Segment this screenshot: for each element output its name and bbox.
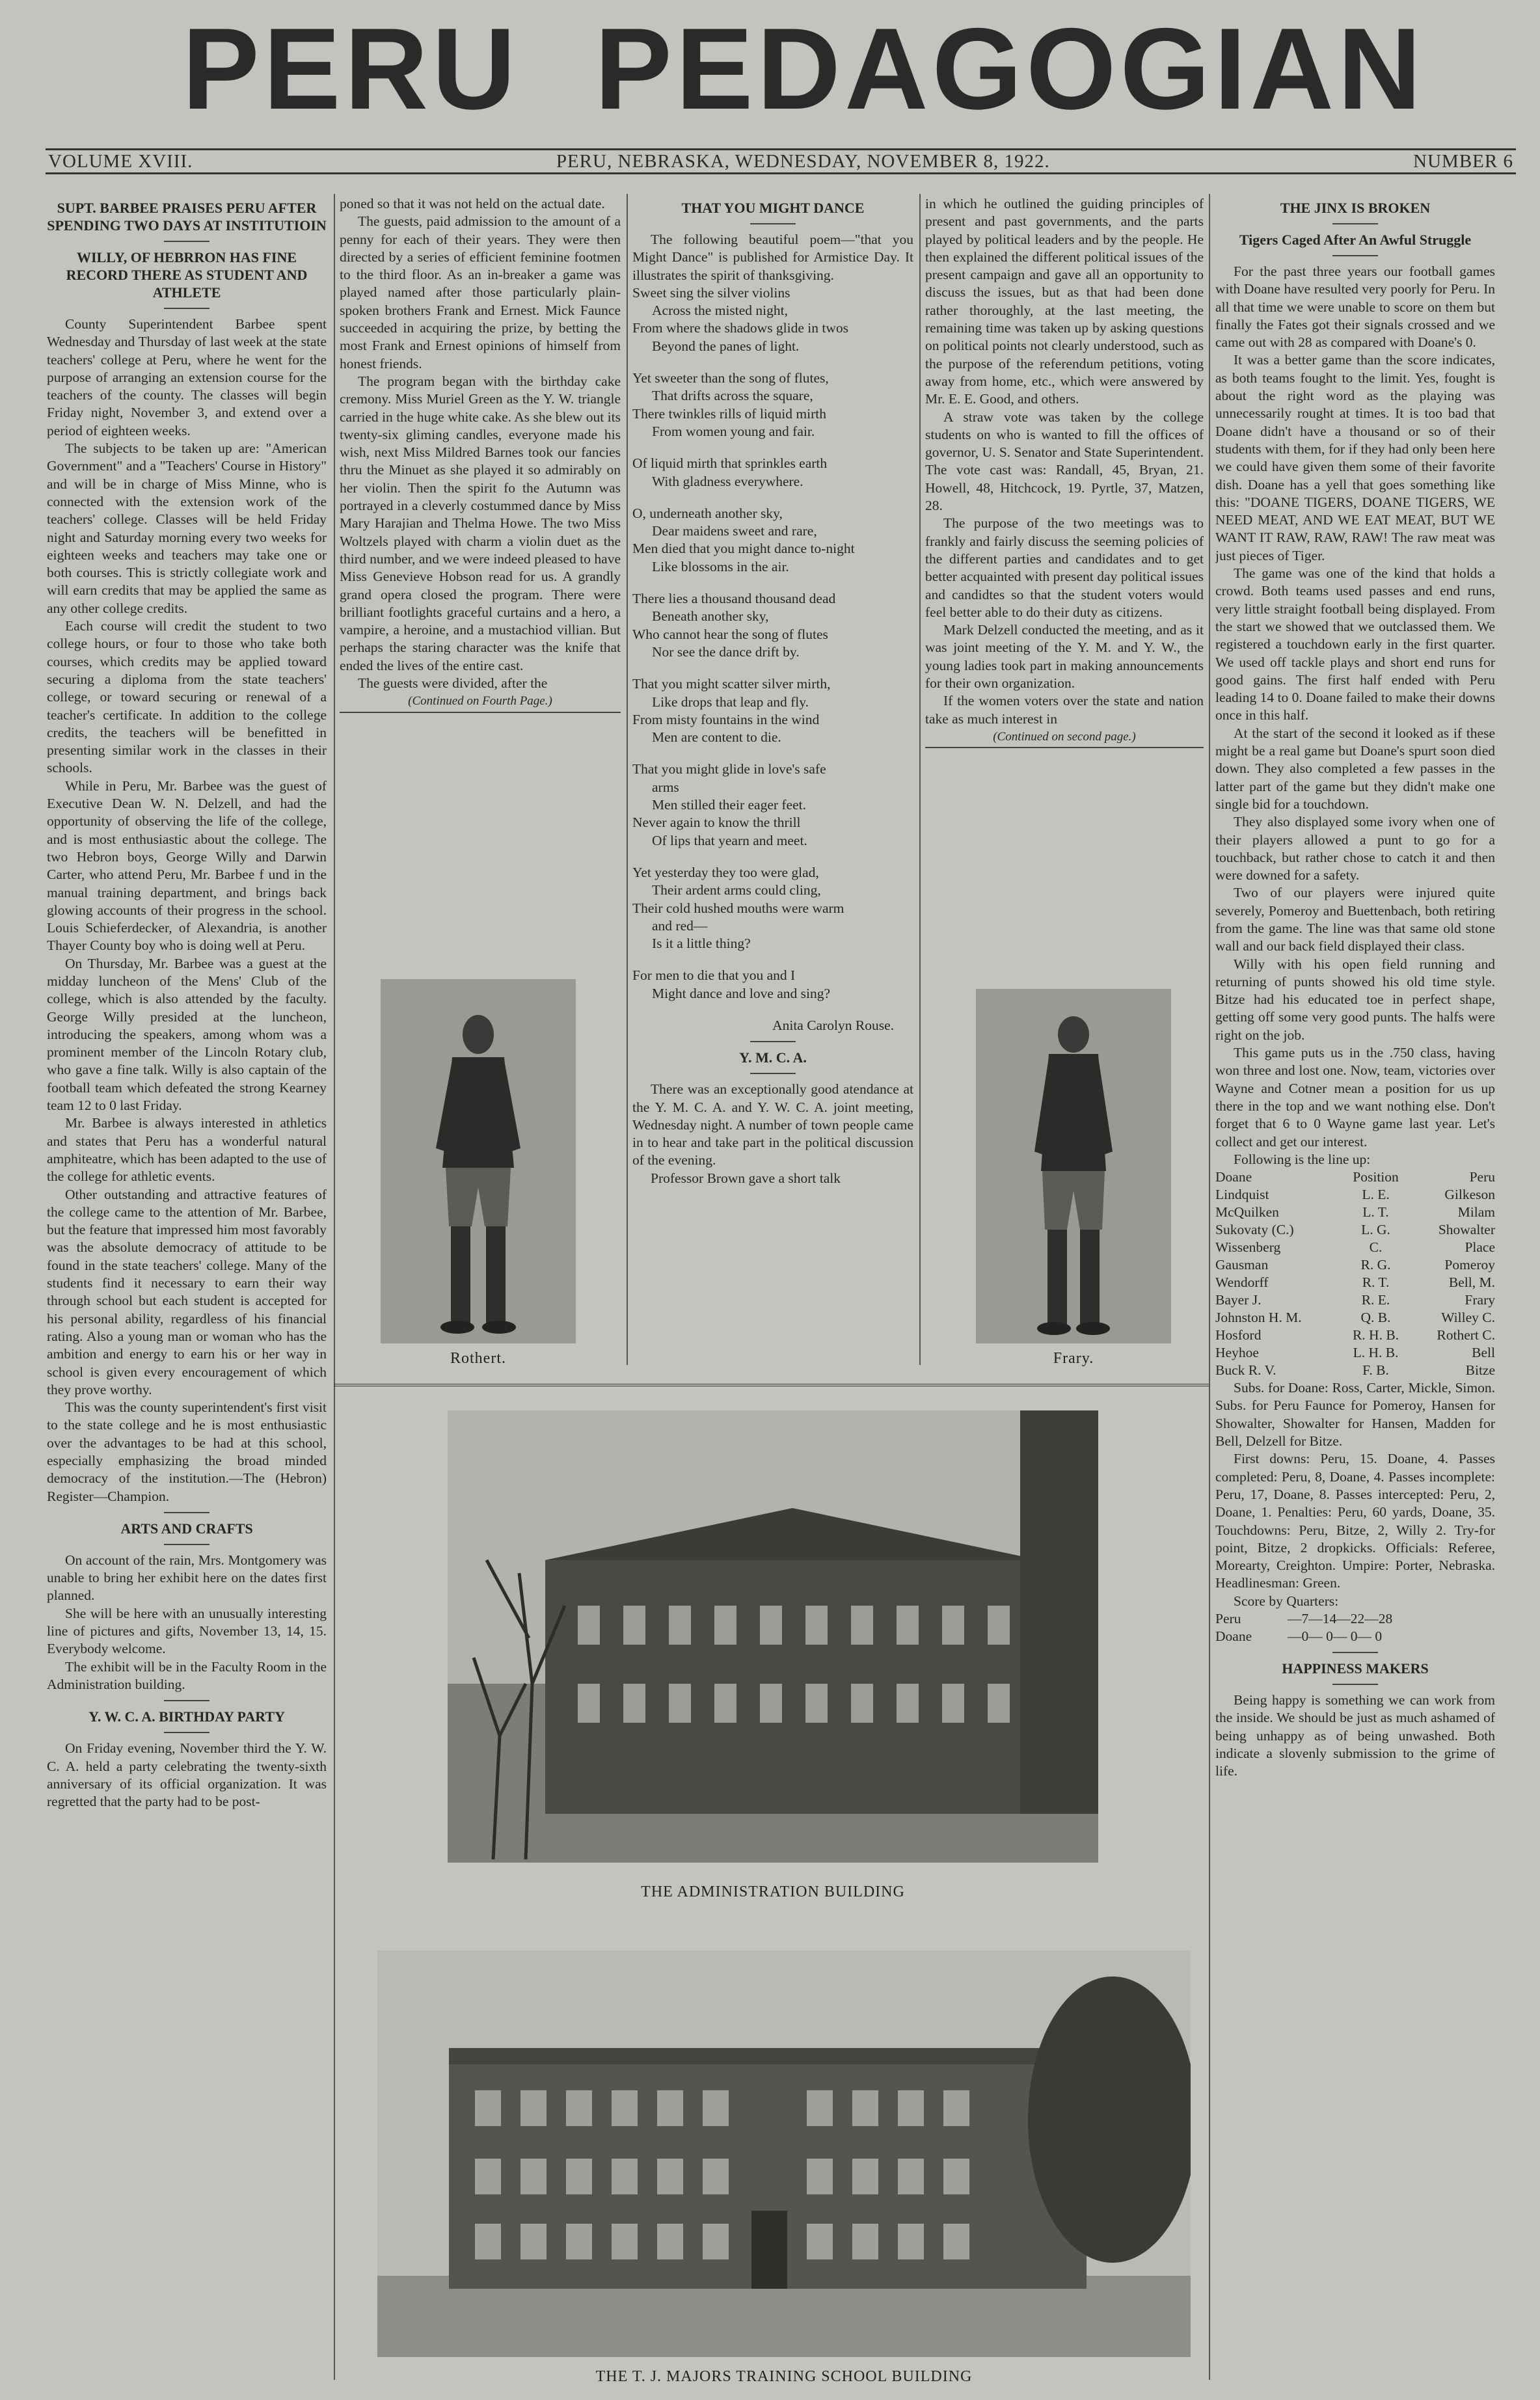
- lineup-cell: Willey C.: [1441, 1310, 1495, 1326]
- lineup-cell: Wissenberg: [1215, 1239, 1281, 1256]
- poem-stanza: [632, 967, 913, 1003]
- quarter-cell: —7—14—22—28: [1288, 1611, 1393, 1626]
- lineup-row: [1215, 1204, 1495, 1221]
- poem-stanza: [632, 455, 913, 491]
- divider: [1332, 223, 1378, 224]
- quarter-cell: —0— 0— 0— 0: [1288, 1628, 1383, 1644]
- headline-arts-crafts: ARTS AND CRAFTS: [120, 1520, 253, 1537]
- poem-stanza: [632, 590, 913, 661]
- lineup-cell: Heyhoe: [1215, 1345, 1259, 1361]
- lineup-row: [1215, 1256, 1495, 1274]
- article-paragraph: Each course will credit the student to two college hours, or four to those who take both courses, which credits may be applied toward securing a diploma from the state teachers' college, or toward securing or renewal of a teacher's certificate. In addition to the college credits, the teachers will be benefitted in presenting similar work in the classes in their schools.: [47, 618, 327, 776]
- divider: [164, 1700, 209, 1701]
- article-paragraph: Other outstanding and attractive features of the college came to the attention of Mr. Barbee, but the feature that impressed him most favorably was the absolute democracy of attitude to be found in the state teachers' college. Many of the students find it necessary to earn their way through school but each student is accepted for his personal ability, regardless of his financial rating. Also a young man or woman who has the ambition and energy to earn his or her way in school is given every encouragement of which they prove worthy.: [47, 1186, 327, 1397]
- poem-line: Men died that you might dance to-night: [632, 541, 855, 557]
- photo-administration-building: [448, 1410, 1098, 1863]
- article-paragraph: She will be here with an unusually interesting line of pictures and gifts, November 13, 14, 15. Everybody welcome.: [47, 1605, 327, 1657]
- photo-frary: [976, 989, 1171, 1343]
- poem-stanza: [632, 761, 913, 849]
- poem-line: From women young and fair.: [652, 423, 815, 439]
- lineup-cell: Q. B.: [1360, 1310, 1391, 1326]
- quarter-cell: Peru: [1215, 1611, 1241, 1626]
- lineup-cell: F. B.: [1362, 1362, 1389, 1379]
- lineup-row: [1215, 1221, 1495, 1239]
- lineup-cell: Bell, M.: [1448, 1274, 1495, 1291]
- article-paragraph: Subs. for Doane: Ross, Carter, Mickle, Simon. Subs. for Peru Faunce for Pomeroy, Hansen for Showalter, Showalter for Hansen, Madden for Bell, Delzell for Bitze.: [1215, 1380, 1495, 1449]
- column-rule: [919, 194, 921, 1365]
- poem-line: Men stilled their eager feet.: [652, 797, 806, 813]
- article-paragraph: The guests were divided, after the: [358, 675, 548, 692]
- lineup-row: [1215, 1274, 1495, 1291]
- lineup-table: [1215, 1168, 1495, 1379]
- poem-line: From where the shadows glide in twos: [632, 320, 849, 336]
- article-paragraph: While in Peru, Mr. Barbee was the guest of Executive Dean W. N. Delzell, and had the opportunity of observing the life of the college, and is most enthusiastic about the college. The two Hebron boys, George Willy and Darwin Carter, who attend Peru, Mr. Barbee f und in the manual training department, and brings back glowing accounts of their progress in the school. Louis Schieferdecker, of Alexandria, is another Thayer County boy who is doing well at Peru.: [47, 777, 327, 954]
- lineup-cell: L. E.: [1362, 1187, 1390, 1203]
- poem-line: Might dance and love and sing?: [652, 985, 831, 1001]
- poem-line: Their cold hushed mouths were warm: [632, 900, 844, 916]
- caption-admin: THE ADMINISTRATION BUILDING: [641, 1883, 905, 1900]
- lineup-cell: R. E.: [1361, 1292, 1390, 1308]
- column-3: [632, 195, 913, 1373]
- lineup-cell: Bayer J.: [1215, 1292, 1262, 1308]
- article-paragraph: If the women voters over the state and nation take as much interest in: [925, 693, 1204, 727]
- dateline: [46, 148, 1516, 174]
- lineup-header: Doane: [1215, 1169, 1252, 1185]
- lineup-cell: R. H. B.: [1352, 1327, 1399, 1343]
- headline-barbee: SUPT. BARBEE PRAISES PERU AFTER SPENDING TWO DAYS AT INSTITUTIOIN: [47, 200, 327, 234]
- article-paragraph: The guests, paid admission to the amount of a penny for each of their years. They were then directed by a series of efficient feminine footmen to the third floor. As an in-breaker a game was played named after those particularly plain-spoken brothers Frank and Ernest. Mick Faunce succeeded in acquiring the prize, by betting the most Frank and Ernest opinions of himself from honest friends.: [340, 213, 621, 371]
- article-paragraph: First downs: Peru, 15. Doane, 4. Passes completed: Peru, 8, Doane, 4. Passes incomplete: Peru, 17, Doane, 8. Passes intercepted: Peru, 2, Doane, 1. Penalties: Peru, 60 yards, Doane, 35. Touchdowns: Peru, Bitze, 2, Willy 2. Try-for point, Bitze, 2 dropkicks. Officials: Referee, Morearty, Creighton. Umpire: Porter, Nebraska. Headlinesman: Green.: [1215, 1451, 1495, 1591]
- article-paragraph: Being happy is something we can work from the inside. We should be just as much ashamed of being unhappy as of being unwashed. Both indicate a slovenly submission to the grime of life.: [1215, 1692, 1495, 1779]
- lineup-header-row: [1215, 1168, 1495, 1186]
- lineup-header: Position: [1353, 1169, 1399, 1185]
- poem-line: arms: [652, 779, 679, 795]
- lineup-cell: Showalter: [1438, 1222, 1495, 1238]
- poem-line: O, underneath another sky,: [632, 505, 783, 521]
- masthead-word-1: PERU: [182, 4, 520, 133]
- lineup-cell: Buck R. V.: [1215, 1362, 1277, 1379]
- article-paragraph: On Friday evening, November third the Y. W. C. A. held a party celebrating the twenty-sixth anniversary of its official organization. It was regretted that the party had to be post-: [47, 1740, 327, 1810]
- column-5: [1215, 195, 1495, 2388]
- poem-line: That drifts across the square,: [652, 388, 813, 404]
- poem-intro: The following beautiful poem—"that you Might Dance" is published for Armistice Day. It illustrates the spirit of thanksgiving.: [632, 232, 913, 283]
- lineup-cell: Gausman: [1215, 1257, 1269, 1273]
- article-paragraph: Mr. Barbee is always interested in athletics and states that Peru has a wonderful natural amphiteatre, which has been adapted to the use of the college for athletic events.: [47, 1115, 327, 1185]
- subheadline-tigers: Tigers Caged After An Awful Struggle: [1239, 232, 1472, 248]
- continued-note: (Continued on second page.): [925, 728, 1204, 748]
- poem-stanza: [632, 505, 913, 576]
- article-paragraph: This was the county superintendent's first visit to the state college and he is most enthusiastic over the advantages to be had at this school, especially emphasizing the broad minded democracy of the institution.—The (Hebron) Register—Champion.: [47, 1399, 327, 1504]
- lineup-cell: C.: [1369, 1239, 1383, 1256]
- article-paragraph: This game puts us in the .750 class, having won three and lost one. Now, team, victories over Wayne and Cotner mean a position for us up there in the top and we want nothing else. Don't forget that 6 to 0 Wayne game last year. Let's collect and get our interest.: [1215, 1045, 1495, 1150]
- column-1: [47, 195, 327, 2388]
- poem-line: Yet yesterday they too were glad,: [632, 864, 819, 880]
- poem-line: There twinkles rills of liquid mirth: [632, 405, 826, 422]
- caption-majors: THE T. J. MAJORS TRAINING SCHOOL BUILDING: [595, 2368, 973, 2385]
- photo-majors-training-school: [377, 1950, 1191, 2357]
- volume-label: VOLUME XVIII.: [48, 150, 193, 172]
- article-paragraph: On account of the rain, Mrs. Montgomery was unable to bring her exhibit here on the dates first planned.: [47, 1552, 327, 1604]
- lineup-cell: Johnston H. M.: [1215, 1310, 1302, 1326]
- article-paragraph: The program began with the birthday cake cremony. Miss Muriel Green as the Y. W. triangle carried in the huge white cake. As she blew out its twenty-six gliming candles, everyone made his wish, next Miss Mildred Barnes took our fancies thru the Minuet as she played it so admirably on her violin. Then the spirit fo the Autumn was portrayed in a cleverly costummed dance by Miss Mary Harajian and Thelma Howe. The two Miss Woltzels played with charm a violin duet as the third number, and we were indeed pleased to have Miss Genevieve Hobson read for us. A grandly grand opera closed the program. There were brilliant footlights graceful curtains and a hero, a vampire, a heroine, and a mustachiod villian. But perhaps the staring character was the knife that ended the lives of the entire cast.: [340, 373, 621, 673]
- article-paragraph: County Superintendent Barbee spent Wednesday and Thursday of last week at the state teachers' college at Peru, where he went for the purpose of arranging an extension course for the teachers of the county. The classes will begin Friday night, November 3, and extend over a period of eighteen weeks.: [47, 316, 327, 438]
- divider: [750, 1073, 796, 1074]
- divider: [164, 1512, 209, 1513]
- lineup-cell: R. T.: [1362, 1274, 1390, 1291]
- column-4: [925, 195, 1204, 960]
- poem-line: Yet sweeter than the song of flutes,: [632, 370, 829, 386]
- lineup-header: Peru: [1469, 1169, 1495, 1185]
- poem-author: Anita Carolyn Rouse.: [772, 1017, 894, 1033]
- poem-line: Nor see the dance drift by.: [652, 643, 800, 660]
- score-by-quarters: [1215, 1610, 1495, 1645]
- training-school-image: [377, 1950, 1191, 2357]
- divider: [750, 223, 796, 224]
- lineup-row: [1215, 1186, 1495, 1204]
- divider: [1332, 1684, 1378, 1685]
- lineup-cell: Bell: [1472, 1345, 1495, 1361]
- poem-stanza: [632, 370, 913, 440]
- poem-line: Like drops that leap and fly.: [652, 694, 809, 710]
- headline-ywca-party: Y. W. C. A. BIRTHDAY PARTY: [88, 1708, 285, 1725]
- article-paragraph: A straw vote was taken by the college students on who is wanted to fill the offices of governor, U. S. Senator and State Superintendent. The vote cast was: Randall, 45, Bryan, 21. Howell, 48, Hitchcock, 19. Pyrtle, 37, Matzen, 28.: [925, 409, 1204, 514]
- divider: [164, 1732, 209, 1733]
- lineup-cell: L. G.: [1361, 1222, 1390, 1238]
- lineup-cell: Bitze: [1465, 1362, 1495, 1379]
- masthead-word-2: PEDAGOGIAN: [595, 4, 1425, 133]
- lineup-cell: L. H. B.: [1353, 1345, 1399, 1361]
- poem-line: and red—: [652, 917, 708, 934]
- lineup-row: [1215, 1291, 1495, 1309]
- article-paragraph: Mark Delzell conducted the meeting, and as it was joint meeting of the Y. M. and Y. W., the young ladies took part in making announcements for their own organization.: [925, 622, 1204, 692]
- poem-line: Of lips that yearn and meet.: [652, 832, 807, 848]
- divider: [164, 308, 209, 309]
- poem-line: Men are content to die.: [652, 729, 781, 746]
- poem-line: Their ardent arms could cling,: [652, 882, 821, 898]
- lineup-cell: Wendorff: [1215, 1274, 1269, 1291]
- lineup-cell: Milam: [1457, 1204, 1495, 1220]
- divider: [164, 241, 209, 242]
- lineup-cell: L. T.: [1362, 1204, 1389, 1220]
- poem-line: Sweet sing the silver violins: [632, 284, 790, 301]
- poem-line: That you might glide in love's safe: [632, 761, 826, 777]
- divider: [164, 1544, 209, 1545]
- poem-line: Beneath another sky,: [652, 608, 769, 625]
- lineup-row: [1215, 1239, 1495, 1256]
- section-rule: [334, 1384, 1209, 1386]
- article-paragraph: Two of our players were injured quite severely, Pomeroy and Buettenbach, both retiring from the game. The line was that same old stone wall and our back field displayed their class.: [1215, 885, 1495, 954]
- divider: [750, 1041, 796, 1042]
- lineup-row: [1215, 1309, 1495, 1327]
- poem-that-you-might-dance: [632, 284, 913, 1003]
- poem-line: Dear maidens sweet and rare,: [652, 523, 817, 539]
- column-2: [340, 195, 621, 960]
- article-paragraph: The purpose of the two meetings was to frankly and fairly discuss the seeming policies of the different parties and candidates and to get better acquainted with present day political issues and candidtes so that the student voters would feel better able to do their duty as citizens.: [925, 515, 1204, 620]
- article-paragraph: For the past three years our football games with Doane have resulted very poorly for Peru. In all that time we were unable to score on them but finally the Fates got their signals crossed and we came out with 28 as compared with Doane's 0.: [1215, 263, 1495, 351]
- masthead: [163, 4, 1425, 133]
- lineup-row: [1215, 1362, 1495, 1379]
- issue-number: NUMBER 6: [1413, 150, 1513, 172]
- poem-line: Across the misted night,: [652, 303, 789, 319]
- subheadline-willy: WILLY, OF HEBRRON HAS FINE RECORD THERE AS STUDENT AND ATHLETE: [66, 249, 308, 301]
- football-player-figure: [381, 979, 576, 1343]
- lineup-cell: R. G.: [1360, 1257, 1391, 1273]
- lineup-row: [1215, 1327, 1495, 1344]
- place-date: PERU, NEBRASKA, WEDNESDAY, NOVEMBER 8, 1922.: [556, 150, 1050, 172]
- lineup-cell: Lindquist: [1215, 1187, 1269, 1203]
- poem-line: Like blossoms in the air.: [652, 558, 789, 574]
- poem-line: Of liquid mirth that sprinkles earth: [632, 455, 828, 472]
- poem-line: Beyond the panes of light.: [652, 338, 800, 354]
- headline-happiness: HAPPINESS MAKERS: [1282, 1660, 1429, 1677]
- article-paragraph: in which he outlined the guiding principles of present and past governments, and the parts played by political leaders and by the people. He then explained the different political issues of the present campaign and gave all an opportunity to discuss the issues, but as that had been done rather thoroughly, at the last meeting, the remaining time was taken up by asking questions on political points not clearly understood, such as the purpose of the referendum petitions, voting away from home, etc., which were answered by Mr. E. E. Good, and others.: [925, 196, 1204, 407]
- poem-stanza: [632, 864, 913, 952]
- lineup-intro: Following is the line up:: [1234, 1151, 1371, 1167]
- poem-line: There lies a thousand thousand dead: [632, 591, 836, 607]
- administration-building-image: [448, 1410, 1098, 1863]
- article-paragraph: The game was one of the kind that holds a crowd. Both teams used passes and end runs, very little straight football being displayed. From the start we showed that we outclassed them. We registered a touchdown early in the first quarter. We used off tackle plays and short end runs for good gains. The first half ended with Peru leading 14 to 0. Doane failed to make their downs once in this half.: [1215, 565, 1495, 723]
- headline-jinx: THE JINX IS BROKEN: [1280, 200, 1431, 216]
- poem-line: That you might scatter silver mirth,: [632, 676, 831, 692]
- article-paragraph: At the start of the second it looked as if these might be a real game but Doane's spurt soon died down. They also completed a few passes in the latter part of the game but they didn't make one single bid for a touchdown.: [1215, 725, 1495, 812]
- score-label: Score by Quarters:: [1234, 1593, 1339, 1609]
- continued-note: (Continued on Fourth Page.): [340, 692, 621, 712]
- poem-line: For men to die that you and I: [632, 967, 796, 984]
- lineup-cell: Place: [1465, 1239, 1495, 1256]
- article-paragraph: poned so that it was not held on the actual date.: [340, 196, 605, 211]
- divider: [1332, 255, 1378, 256]
- lineup-cell: McQuilken: [1215, 1204, 1279, 1220]
- lineup-cell: Hosford: [1215, 1327, 1262, 1343]
- quarter-row: [1215, 1628, 1495, 1645]
- lineup-cell: Frary: [1465, 1292, 1495, 1308]
- lineup-cell: Gilkeson: [1444, 1187, 1495, 1203]
- headline-poem: THAT YOU MIGHT DANCE: [681, 200, 865, 216]
- article-paragraph: Professor Brown gave a short talk: [651, 1170, 841, 1186]
- quarter-cell: Doane: [1215, 1628, 1252, 1644]
- divider: [1332, 1652, 1378, 1653]
- poem-line: Who cannot hear the song of flutes: [632, 626, 828, 642]
- headline-ymca: Y. M. C. A.: [739, 1049, 807, 1066]
- poem-stanza: [632, 284, 913, 355]
- article-paragraph: There was an exceptionally good atendance at the Y. M. C. A. and Y. W. C. A. joint meeting, Wednesday night. A number of town people came in to hear and take part in the political discussion of the evening.: [632, 1081, 913, 1168]
- caption-rothert: Rothert.: [450, 1350, 506, 1367]
- poem-line: Never again to know the thrill: [632, 815, 801, 831]
- poem-line: From misty fountains in the wind: [632, 711, 820, 727]
- photo-rothert: [381, 979, 576, 1343]
- article-paragraph: It was a better game than the score indicates, as both teams fought to the limit. Yes, fought is about the right word as the playing was unnecessarily rought at times. It is too bad that Doane didn't have a thousand or so of their students with them, for if they had only been here we could have given them some of their favorite dish. Doane has a yell that goes something like this: "DOANE TIGERS, DOANE TIGERS, WE NEED MEAT, AND WE EAT MEAT, BUT WE WANT IT RAW, RAW, RAW! The raw meat was just pieces of Tiger.: [1215, 352, 1495, 563]
- poem-line: With gladness everywhere.: [652, 473, 804, 489]
- article-paragraph: The exhibit will be in the Faculty Room in the Administration building.: [47, 1658, 327, 1692]
- article-paragraph: Willy with his open field running and returning of punts showed his old time style. Bitze had his educated toe in perfect shape, getting off some very good punts. The halfs were right on the job.: [1215, 956, 1495, 1043]
- column-rule: [1209, 194, 1210, 2380]
- column-rule: [334, 194, 335, 2380]
- article-paragraph: The subjects to be taken up are: "American Government" and a "Teachers' Course in History" and will be in charge of Miss Minne, who is connected with the extension work of the teachers' college. Classes will be held Friday night and Saturday morning every two weeks for eighteen weeks and teachers may take one or both courses. This is strictly collegiate work and will earn credits that may be applied the same as any other college credits.: [47, 440, 327, 616]
- poem-stanza: [632, 675, 913, 746]
- lineup-cell: Pomeroy: [1444, 1257, 1495, 1273]
- article-paragraph: They also displayed some ivory when one of their players allowed a punt to go for a touchback, but rather chose to catch it and then were downed for a safety.: [1215, 814, 1495, 883]
- poem-line: Is it a little thing?: [652, 936, 751, 952]
- lineup-cell: Sukovaty (C.): [1215, 1222, 1294, 1238]
- article-paragraph: On Thursday, Mr. Barbee was a guest at the midday luncheon of the Mens' Club of the college, which is also attended by the faculty. George Willy presided at the luncheon, introducing the speakers, among whom was a prominent member of the Lincoln Rotary club, who gave a fine talk. Willy is also captain of the football team which defeated the strong Kearney team 12 to 0 last Friday.: [47, 955, 327, 1114]
- quarter-row: [1215, 1610, 1495, 1628]
- lineup-row: [1215, 1344, 1495, 1362]
- lineup-cell: Rothert C.: [1437, 1327, 1495, 1343]
- caption-frary: Frary.: [1053, 1350, 1094, 1367]
- column-rule: [627, 194, 628, 1365]
- football-player-figure: [976, 989, 1171, 1343]
